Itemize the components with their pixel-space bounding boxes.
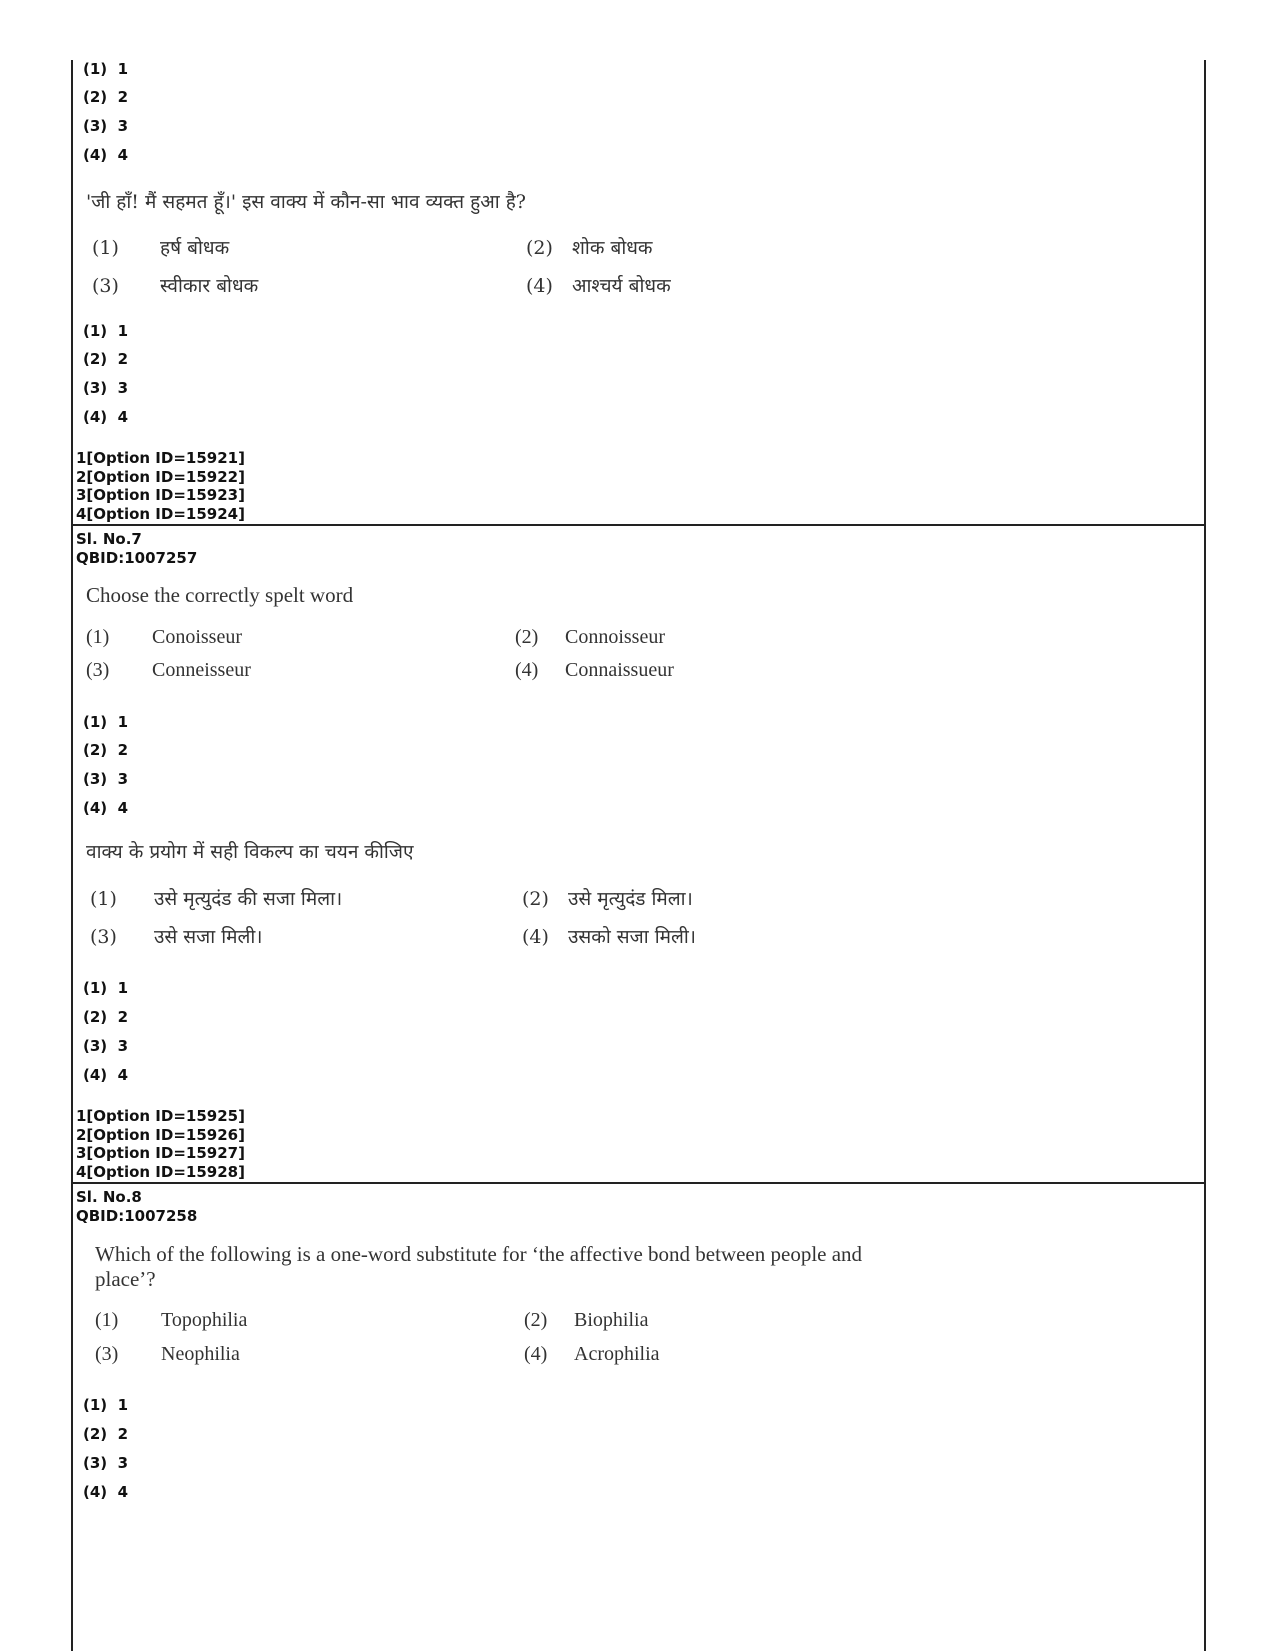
option-number: (3) — [86, 659, 110, 681]
option-id: 1[Option ID=15921] — [76, 449, 245, 467]
option-text: उसको सजा मिली। — [568, 926, 696, 948]
option-id: 2[Option ID=15922] — [76, 467, 245, 486]
option-text: Conoisseur — [152, 626, 242, 648]
serial-number: Sl. No.8 — [76, 1188, 142, 1206]
option-text: आश्चर्य बोधक — [572, 275, 671, 297]
option-row — [524, 1343, 660, 1366]
option-row — [522, 923, 696, 949]
option-id: 3[Option ID=15927] — [76, 1144, 245, 1162]
option-row — [92, 234, 229, 260]
option-row — [515, 659, 674, 682]
option-number: (3) — [95, 1343, 119, 1365]
question-header — [76, 530, 197, 567]
option-id-list — [76, 1107, 245, 1181]
answer-choice-3[interactable]: (3) 3 — [83, 379, 129, 397]
answer-choice-2[interactable]: (2) 2 — [83, 1008, 129, 1026]
option-text: उसे मृत्युदंड की सजा मिला। — [154, 888, 343, 910]
option-row — [95, 1343, 240, 1366]
option-number: (2) — [515, 626, 539, 648]
option-number: (2) — [522, 888, 549, 910]
answer-choice-2[interactable]: (2) 2 — [83, 350, 129, 368]
frame-right-border — [1204, 60, 1206, 1651]
serial-number: Sl. No.7 — [76, 530, 142, 548]
section-divider — [71, 524, 1206, 526]
option-text: उसे मृत्युदंड मिला। — [568, 888, 693, 910]
qbid: QBID:1007258 — [76, 1206, 198, 1225]
answer-choice-1[interactable]: (1) 1 — [83, 713, 129, 731]
option-row — [86, 659, 251, 682]
answer-choice-2[interactable]: (2) 2 — [83, 741, 129, 759]
option-text: Biophilia — [574, 1309, 649, 1331]
answer-choice-3[interactable]: (3) 3 — [83, 1037, 129, 1055]
answer-choice-1[interactable]: (1) 1 — [83, 60, 129, 78]
qbid: QBID:1007257 — [76, 548, 198, 567]
option-id: 4[Option ID=15924] — [76, 504, 245, 523]
option-number: (3) — [92, 275, 119, 297]
option-row — [92, 272, 258, 298]
option-number: (2) — [524, 1309, 548, 1331]
option-text: Connaissueur — [565, 659, 674, 681]
answer-choice-1[interactable]: (1) 1 — [83, 1396, 129, 1414]
answer-choice-1[interactable]: (1) 1 — [83, 322, 129, 340]
answer-choice-3[interactable]: (3) 3 — [83, 1454, 129, 1472]
question-header — [76, 1188, 197, 1225]
option-number: (2) — [526, 237, 553, 259]
answer-choice-3[interactable]: (3) 3 — [83, 117, 129, 135]
option-text: शोक बोधक — [572, 237, 653, 259]
answer-choice-4[interactable]: (4) 4 — [83, 1066, 129, 1084]
frame-left-border — [71, 60, 73, 1651]
answer-choice-1[interactable]: (1) 1 — [83, 979, 129, 997]
option-number: (3) — [90, 926, 117, 948]
question-text-7: Choose the correctly spelt word — [86, 583, 354, 607]
option-row — [526, 234, 653, 260]
option-text: हर्ष बोधक — [160, 237, 230, 259]
option-row — [90, 885, 342, 911]
option-row — [526, 272, 671, 298]
option-id: 4[Option ID=15928] — [76, 1162, 245, 1181]
option-id: 3[Option ID=15923] — [76, 486, 245, 504]
option-text: स्वीकार बोधक — [160, 275, 259, 297]
option-number: (1) — [95, 1309, 119, 1331]
option-text: उसे सजा मिली। — [154, 926, 263, 948]
answer-choice-4[interactable]: (4) 4 — [83, 408, 129, 426]
option-row — [90, 923, 263, 949]
question-text-8 — [95, 1242, 862, 1292]
option-row — [95, 1309, 247, 1332]
option-text: Topophilia — [161, 1309, 248, 1331]
option-id: 2[Option ID=15926] — [76, 1125, 245, 1144]
option-number: (1) — [92, 237, 119, 259]
answer-choice-4[interactable]: (4) 4 — [83, 799, 129, 817]
option-id: 1[Option ID=15925] — [76, 1107, 245, 1125]
option-row — [515, 626, 665, 649]
option-number: (4) — [522, 926, 549, 948]
option-number: (1) — [86, 626, 110, 648]
option-row — [86, 626, 242, 649]
option-number: (4) — [524, 1343, 548, 1365]
answer-choice-3[interactable]: (3) 3 — [83, 770, 129, 788]
answer-choice-4[interactable]: (4) 4 — [83, 146, 129, 164]
question-line: place’? — [95, 1267, 156, 1291]
option-id-list — [76, 449, 245, 523]
option-number: (1) — [90, 888, 117, 910]
option-text: Conneisseur — [152, 659, 251, 681]
option-text: Connoisseur — [565, 626, 665, 648]
section-divider — [71, 1182, 1206, 1184]
option-text: Acrophilia — [574, 1343, 660, 1365]
answer-choice-2[interactable]: (2) 2 — [83, 88, 129, 106]
answer-choice-4[interactable]: (4) 4 — [83, 1483, 129, 1501]
question-hindi-6: 'जी हाँ! मैं सहमत हूँ।' इस वाक्य में कौन-सा भाव व्यक्त हुआ है? — [86, 191, 526, 213]
option-row — [522, 885, 693, 911]
option-text: Neophilia — [161, 1343, 240, 1365]
question-line: Which of the following is a one-word substitute for ‘the affective bond between people and — [95, 1242, 863, 1266]
option-number: (4) — [515, 659, 539, 681]
answer-choice-2[interactable]: (2) 2 — [83, 1425, 129, 1443]
option-row — [524, 1309, 648, 1332]
option-number: (4) — [526, 275, 553, 297]
question-hindi-7: वाक्य के प्रयोग में सही विकल्प का चयन कीजिए — [86, 841, 414, 863]
